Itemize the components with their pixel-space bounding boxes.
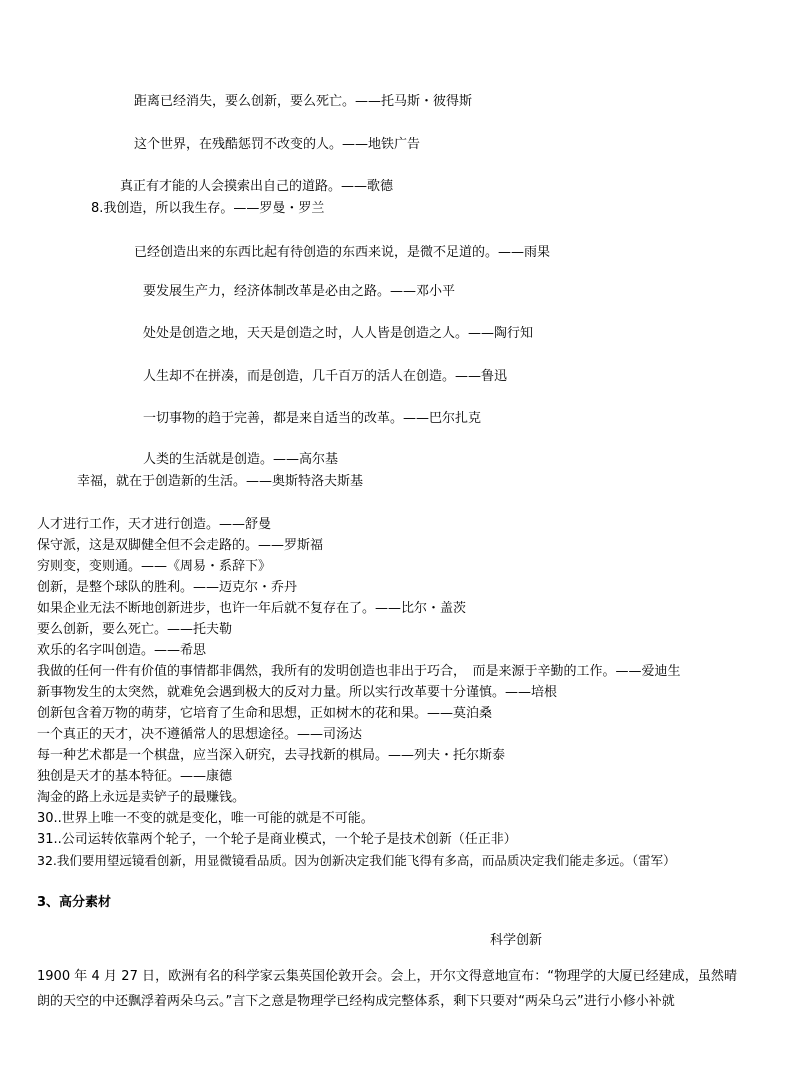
quote-line: 这个世界，在残酷惩罚不改变的人。——地铁广告 xyxy=(134,137,421,152)
body-paragraph: 1900 年 4 月 27 日，欧洲有名的科学家云集英国伦敦开会。会上，开尔文得意地宣布：“物理学的大厦已经建成，虽然晴朗的天空的中还飘浮着两朵乌云。”言下之意是物理学已经构成完整体系，剩下只要对“两朵乌云”进行小修小补就 xyxy=(37,969,737,1009)
quote-list-item: 每一种艺术都是一个棋盘，应当深入研究，去寻找新的棋局。——列夫・托尔斯泰 xyxy=(37,748,506,763)
quote-list-item: 穷则变，变则通。——《周易・系辞下》 xyxy=(37,559,272,574)
quote-line: 真正有才能的人会摸索出自己的道路。——歌德 xyxy=(120,179,394,194)
quote-list-item: 我做的任何一件有价值的事情都非偶然，我所有的发明创造也非出于巧合， 而是来源于辛勤的工作。——爱迪生 xyxy=(37,664,681,679)
quote-line: 要发展生产力，经济体制改革是必由之路。——邓小平 xyxy=(143,284,456,299)
quote-line: 处处是创造之地，天天是创造之时，人人皆是创造之人。——陶行知 xyxy=(143,326,534,341)
quote-line: 人生却不在拼凑，而是创造，几千百万的活人在创造。——鲁迅 xyxy=(143,369,508,384)
quote-line: 幸福，就在于创造新的生活。——奥斯特洛夫斯基 xyxy=(77,474,364,489)
quote-list-item: 欢乐的名字叫创造。——希思 xyxy=(37,643,207,658)
quote-list-item: 淘金的路上永远是卖铲子的最赚钱。 xyxy=(37,790,246,805)
quote-list-item: 一个真正的天才，决不遵循常人的思想途径。——司汤达 xyxy=(37,727,363,742)
quote-list-item: 如果企业无法不断地创新进步，也许一年后就不复存在了。——比尔・盖茨 xyxy=(37,601,467,616)
quote-list-item: 30..世界上唯一不变的就是变化，唯一可能的就是不可能。 xyxy=(37,811,374,826)
quote-list-item: 创新包含着万物的萌芽，它培育了生命和思想，正如树木的花和果。——莫泊桑 xyxy=(37,706,493,721)
quote-line: 人类的生活就是创造。——高尔基 xyxy=(143,452,339,467)
quote-line: 一切事物的趋于完善，都是来自适当的改革。——巴尔扎克 xyxy=(143,411,482,426)
quote-list-item: 人才进行工作，天才进行创造。——舒曼 xyxy=(37,517,272,532)
quote-list-item: 要么创新，要么死亡。——托夫勒 xyxy=(37,622,233,637)
quote-list-item: 31..公司运转依靠两个轮子，一个轮子是商业模式，一个轮子是技术创新（任正非） xyxy=(37,832,517,847)
section-heading: 3、高分素材 xyxy=(37,895,112,910)
quote-line: 8.我创造，所以我生存。——罗曼・罗兰 xyxy=(91,201,325,216)
quote-list-item: 独创是天才的基本特征。——康德 xyxy=(37,769,233,784)
subsection-title: 科学创新 xyxy=(490,933,543,948)
quote-list-item: 新事物发生的太突然，就难免会遇到极大的反对力量。所以实行改革要十分谨慎。——培根 xyxy=(37,685,558,700)
quote-line: 已经创造出来的东西比起有待创造的东西来说，是微不足道的。——雨果 xyxy=(134,245,551,260)
quote-list-item: 创新，是整个球队的胜利。——迈克尔・乔丹 xyxy=(37,580,298,595)
quote-list-item: 32.我们要用望远镜看创新，用显微镜看品质。因为创新决定我们能飞得有多高，而品质决定我们能走多远。（雷军） xyxy=(37,853,676,868)
quote-line: 距离已经消失，要么创新，要么死亡。——托马斯・彼得斯 xyxy=(134,94,473,109)
quote-list-item: 保守派，这是双脚健全但不会走路的。——罗斯福 xyxy=(37,538,324,553)
